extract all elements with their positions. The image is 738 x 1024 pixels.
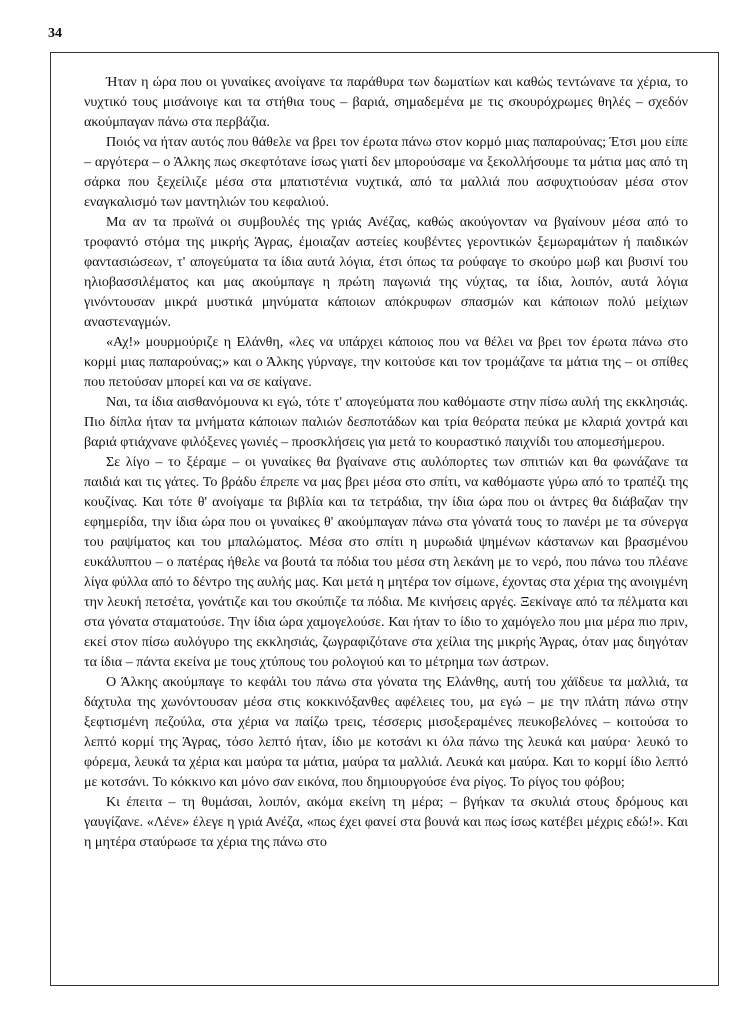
- paragraph: Μα αν τα πρωϊνά οι συμβουλές της γριάς Ανέζας, καθώς ακούγονταν να βγαίνουν μέσα από το τροφαντό στόμα της μικρής Άγρας, έμοιαζαν αστείες κουβέντες γεροντικών ξεμωραμάτων ή παιδικών φαντασιώσεων, τ' απογεύματα τα ίδια αυτά λόγια, έτσι όπως τα ρούφαγε το σκούρο μωβ και βυσινί του ηλιοβασσιλέματος και μας ακούμπαγε η πρώτη παγωνιά της νύχτας, τα ίδια, λοιπόν, αυτά λόγια γινόντουσαν μικρά μυστικά μηνύματα κάποιων απόκρυφων σπασμών και κάποιων πολύ μείχιων αναστεναγμών.: [84, 214, 688, 330]
- page-number: 34: [48, 26, 62, 41]
- paragraph: Σε λίγο – το ξέραμε – οι γυναίκες θα βγαίνανε στις αυλόπορτες των σπιτιών και θα φωνάζανε τα παιδιά και τις γάτες. Το βράδυ έπρεπε να μας βρει μέσα στο σπίτι, να καθόμαστε γύρω από το τραπέζι της κουζίνας. Και τότε θ' ανοίγαμε τα βιβλία και τα τετράδια, την ίδια ώρα που οι άντρες θα διάβαζαν την εφημερίδα, την ίδια ώρα που οι γυναίκες θ' ακούμπαγαν πάνω στα γόνατά τους το πανέρι με τα σύνεργα του ραψίματος και του μπαλώματος. Μέσα στο σπίτι η μυρωδιά ψημένων κάστανων και βρασμένου ευκάλυπτου – ο πατέρας ήθελε να βουτά τα πόδια του μέσα στη λεκάνη με το νερό, που πάνω του πλέανε λίγα φύλλα από το δέντρο της αυλής μας. Και μετά η μητέρα τον σίμωνε, έχοντας στα χέρια της ανοιγμένη την λευκή πετσέτα, γονάτιζε και του σκούπιζε τα πόδια. Με κινήσεις αργές. Ξεκίναγε από τα πέλματα και στα γόνατα σταματούσε. Την ίδια ώρα χαμογελούσε. Και ήταν το ίδιο το χαμόγελο που μια μέρα πιο πριν, εκεί στον πίσω αυλόγυρο της εκκλησιάς, ζωγραφιζότανε στα χείλια της μικρής Άγρας, όταν μας διηγόταν τα ίδια – πάντα εκείνα με τους χτύπους του ρολογιού και το μέτρημα των άστρων.: [84, 454, 688, 670]
- paragraph: Ο Άλκης ακούμπαγε το κεφάλι του πάνω στα γόνατα της Ελάνθης, αυτή του χάϊδευε τα μαλλιά, τα δάχτυλα της χωνόντουσαν μέσα στις κοκκινόξανθες αφέλειες του, μα εγώ – με την πλάτη πάνω στην ξεφτισμένη πεζούλα, στα χέρια να παίζω τρεις, τέσσερις μισοξεραμένες πευκοβελόνες – κοιτούσα το λεπτό κορμί της Άγρας, τόσο λεπτό ήταν, ίδιο με κοτσάνι κι όλα πάνω της λευκά και μαύρα· λευκό το φόρεμα, λευκά τα χέρια και μαύρα τα μάτια, μαύρα τα μαλλιά. Λευκά και μαύρα. Και το κορμί ίδιο λεπτό με κοτσάνι. Το κόκκινο και μόνο σαν εικόνα, που δημιουργούσε ένα ρίγος. Το ρίγος του φόβου;: [84, 674, 688, 790]
- body-text: [84, 72, 688, 852]
- paragraph: «Αχ!» μουρμούριζε η Ελάνθη, «λες να υπάρχει κάποιος που να θέλει να βρει τον έρωτα πάνω στο κορμί μιας παπαρούνας;» και ο Άλκης γύρναγε, την κοιτούσε και τον τρομάζανε τα μάτια της – οι σπίθες που πετούσαν μπορεί και να σε καίγανε.: [84, 334, 688, 390]
- paragraph: Ήταν η ώρα που οι γυναίκες ανοίγανε τα παράθυρα των δωματίων και καθώς τεντώνανε τα χέρια, το νυχτικό τους μισάνοιγε και τα στήθια τους – βαριά, σημαδεμένα με τις σκουρόχρωμες θηλές – σχεδόν ακούμπαγαν πάνω στα περβάζια.: [84, 74, 688, 130]
- paragraph: Κι έπειτα – τη θυμάσαι, λοιπόν, ακόμα εκείνη τη μέρα; – βγήκαν τα σκυλιά στους δρόμους και γαυγίζανε. «Λένε» έλεγε η γριά Ανέζα, «πως έχει φανεί στα βουνά και πως ίσως κατέβει μέχρις εδώ!». Και η μητέρα σταύρωσε τα χέρια της πάνω στο: [84, 794, 688, 850]
- paragraph: Ναι, τα ίδια αισθανόμουνα κι εγώ, τότε τ' απογεύματα που καθόμαστε στην πίσω αυλή της εκκλησιάς. Πιο δίπλα ήταν τα μνήματα κάποιων παλιών δεσποτάδων και τρία θεόρατα πεύκα με κλαριά χοντρά και βαριά φτιάχνανε φιλόξενες γωνιές – προσκλήσεις για μετά το κουραστικό παιχνίδι του απομεσήμερου.: [84, 394, 688, 450]
- paragraph: Ποιός να ήταν αυτός που θάθελε να βρει τον έρωτα πάνω στον κορμό μιας παπαρούνας; Έτσι μου είπε – αργότερα – ο Άλκης πως σκεφτότανε ίσως γιατί δεν μπορούσαμε να ξεκολλήσουμε τα μάτια μας από τη σάρκα που ξεχείλιζε μέσα στα μπατιστένια νυχτικά, από τα μαλλιά που ασφυχτιούσαν μέσα στον εναγκαλισμό των μαντηλιών του κεφαλιού.: [84, 134, 688, 210]
